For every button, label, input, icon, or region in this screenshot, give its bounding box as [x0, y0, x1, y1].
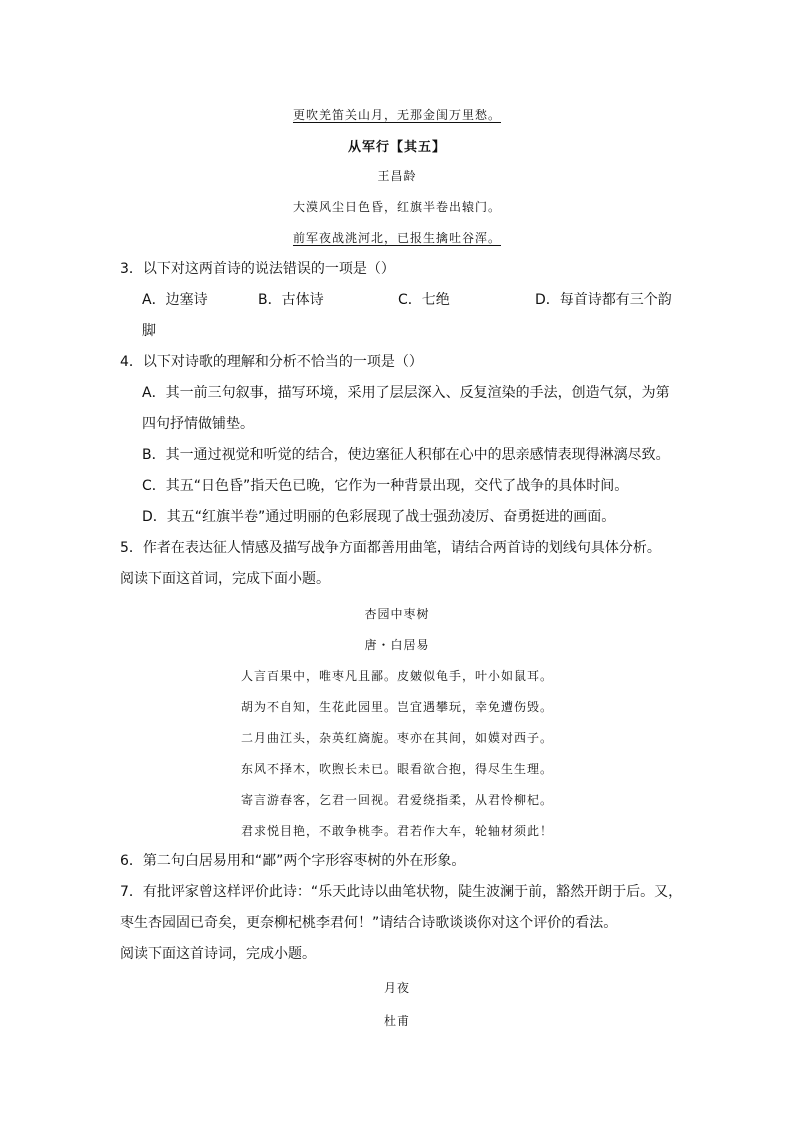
- question-3-stem: 3．以下对这两首诗的说法错误的一项是（）: [120, 261, 395, 277]
- poem3-line-5: 寄言游春客，乞君一回视。君爱绕指柔，从君怜柳杞。: [240, 793, 553, 807]
- reading-intro-1: 阅读下面这首词，完成下面小题。: [120, 571, 330, 587]
- question-4-stem: 4．以下对诗歌的理解和分析不恰当的一项是（）: [120, 354, 423, 370]
- poem2-title: 从军行【其五】: [347, 140, 446, 155]
- poem3-author: 唐・白居易: [364, 638, 430, 652]
- question-6-stem: 6．第二句白居易用和“鄙”两个字形容枣树的外在形象。: [120, 853, 466, 869]
- poem4-title: 月夜: [383, 981, 410, 995]
- reading-intro-2: 阅读下面这首诗词，完成小题。: [120, 946, 316, 962]
- question-4-option-d: D．其五“红旗半卷”通过明丽的色彩展现了战士强劲凌厉、奋勇挺进的画面。: [142, 509, 616, 525]
- poem3-line-4: 东风不择木，吹煦长未已。眼看欲合抱，得尽生生理。: [240, 762, 553, 776]
- poem3-title: 杏园中枣树: [364, 607, 430, 621]
- poem2-author: 王昌龄: [377, 169, 417, 183]
- poem2-line-2-underlined: 前军夜战洮河北，已报生擒吐谷浑。: [292, 231, 501, 245]
- poem2-line-1: 大漠风尘日色昏，红旗半卷出辕门。: [292, 200, 501, 214]
- question-4-option-c: C．其五“日色昏”指天色已晚，它作为一种背景出现，交代了战争的具体时间。: [142, 478, 629, 494]
- question-3-option-c: C．七绝: [398, 292, 450, 308]
- question-3-option-d: D．每首诗都有三个韵: [535, 292, 672, 308]
- poem4-author: 杜甫: [383, 1014, 410, 1028]
- question-4-option-b: B．其一通过视觉和听觉的结合，使边塞征人积郁在心中的思亲感情表现得淋漓尽致。: [142, 447, 670, 463]
- poem3-line-6: 君求悦目艳，不敢争桃李。君若作大车，轮轴材须此！: [240, 824, 553, 838]
- question-5-stem: 5．作者在表达征人情感及描写战争方面都善用曲笔，请结合两首诗的划线句具体分析。: [120, 540, 661, 556]
- question-7-line-2: 枣生杏园固已奇矣，更奈柳杞桃李君何！”请结合诗歌谈谈你对这个评价的看法。: [120, 915, 618, 931]
- question-3-option-b: B．古体诗: [258, 292, 324, 308]
- question-4-option-a-continued: 四句抒情做铺垫。: [142, 416, 254, 432]
- poem3-line-3: 二月曲江头，杂英红旖旎。枣亦在其间，如嫫对西子。: [240, 731, 553, 745]
- poem3-line-2: 胡为不自知，生花此园里。岂宜遇攀玩，幸免遭伤毁。: [240, 700, 553, 714]
- poem1-underlined-line: 更吹羌笛关山月，无那金闺万里愁。: [292, 108, 501, 122]
- poem3-line-1: 人言百果中，唯枣凡且鄙。皮皴似龟手，叶小如鼠耳。: [240, 669, 553, 683]
- question-4-option-a: A．其一前三句叙事，描写环境，采用了层层深入、反复渲染的手法，创造气氛，为第: [142, 385, 670, 401]
- question-3-option-a: A．边塞诗: [142, 292, 208, 308]
- question-7-line-1: 7．有批评家曾这样评价此诗：“乐天此诗以曲笔状物，陡生波澜于前，豁然开朗于后。又，: [120, 884, 683, 900]
- question-3-option-d-continued: 脚: [142, 323, 156, 339]
